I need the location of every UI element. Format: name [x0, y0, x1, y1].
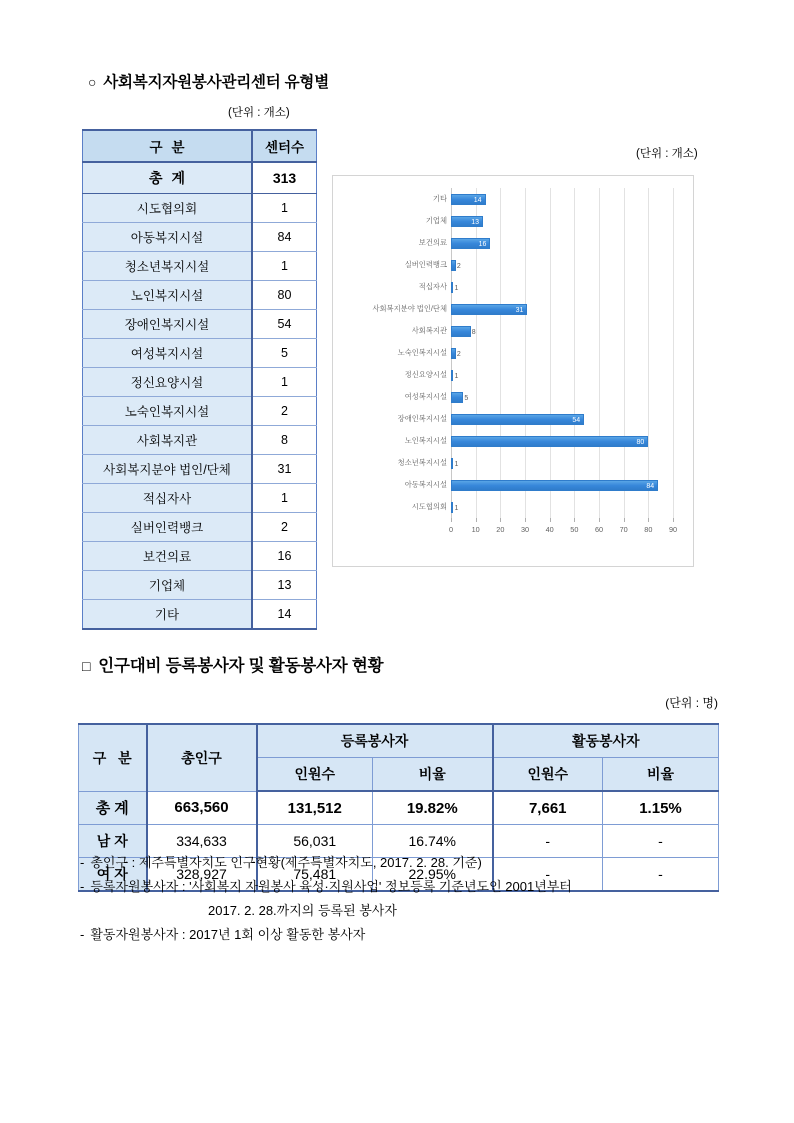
table1-row-value: 2 — [252, 397, 317, 426]
chart-x-tick-label: 60 — [594, 525, 604, 534]
center-type-bar-chart — [332, 175, 694, 567]
chart-category-label: 아동복지시설 — [404, 480, 447, 489]
chart-bar — [451, 326, 476, 337]
chart-x-tick-label: 40 — [545, 525, 554, 534]
table2-active-ratio: - — [603, 858, 719, 892]
table1-row-value: 54 — [252, 310, 317, 339]
table2-row-label: 여자 — [79, 858, 147, 892]
table-row — [83, 455, 317, 484]
chart-tick-mark — [599, 518, 600, 522]
table-row — [79, 791, 719, 825]
header-active-ratio: 비율 — [603, 758, 719, 792]
table1-row-value: 5 — [252, 339, 317, 368]
chart-x-tick-label: 20 — [496, 525, 505, 534]
chart-category-label: 시도협의회 — [411, 502, 447, 511]
table2-registered-count: 56,031 — [257, 825, 373, 858]
chart-category-label: 보건의료 — [418, 238, 447, 247]
chart-bar-value: 14 — [473, 196, 482, 204]
table2-registered-ratio: 16.74% — [373, 825, 493, 858]
table2-active-count: - — [493, 825, 603, 858]
table-row — [83, 513, 317, 542]
table1-header-gubun: 구분 — [83, 130, 253, 162]
chart-gridline — [648, 188, 649, 518]
chart-bar — [451, 238, 490, 249]
header-registered-ratio: 비율 — [373, 758, 493, 792]
table1-row-label: 실버인력뱅크 — [83, 513, 253, 542]
chart-x-tick-label: 80 — [644, 525, 653, 534]
chart-tick-mark — [525, 518, 526, 522]
table1-row-value: 14 — [252, 600, 317, 630]
chart-bar-value: 16 — [478, 240, 487, 248]
table1-row-value: 1 — [252, 194, 317, 223]
chart-gridline — [525, 188, 526, 518]
table1-header-center-count: 센터수 — [252, 130, 317, 162]
chart-bar-value: 5 — [464, 394, 469, 402]
chart-bar — [451, 304, 527, 315]
table-row — [83, 310, 317, 339]
table-row — [83, 281, 317, 310]
chart-gridline — [673, 188, 674, 518]
table1-row-label: 사회복지관 — [83, 426, 253, 455]
table1-row-value: 80 — [252, 281, 317, 310]
section2-bullet-icon: □ — [82, 658, 91, 674]
table1-row-value: 84 — [252, 223, 317, 252]
table1-row-label: 아동복지시설 — [83, 223, 253, 252]
chart-tick-mark — [451, 518, 452, 522]
chart-bar-value: 2 — [456, 350, 461, 358]
table-row — [83, 397, 317, 426]
table1-row-label: 노인복지시설 — [83, 281, 253, 310]
table1-row-value: 13 — [252, 571, 317, 600]
table1-row-value: 1 — [252, 252, 317, 281]
chart-unit-label: (단위 : 개소) — [636, 148, 698, 160]
chart-tick-mark — [550, 518, 551, 522]
table1-total-row — [83, 162, 317, 194]
table1-row-label: 장애인복지시설 — [83, 310, 253, 339]
chart-x-tick-label: 90 — [668, 525, 678, 534]
table2-unit-label: (단위 : 명) — [665, 696, 718, 710]
chart-category-label: 여성복지시설 — [404, 392, 447, 401]
table2-active-ratio: 1.15% — [603, 791, 719, 825]
table2-total-population: 663,560 — [147, 791, 257, 825]
chart-x-tick-label: 30 — [520, 525, 530, 534]
center-type-table-container — [82, 129, 317, 630]
footnote: - 등록자원봉사자 : '사회복지 자원봉사 육성·지원사업' 정보등록 기준년도인 2001년부터 — [80, 879, 572, 894]
header-gubun: 구 분 — [79, 724, 147, 791]
chart-gridline — [599, 188, 600, 518]
chart-category-label: 정신요양시설 — [404, 370, 447, 379]
chart-bar-value: 1 — [454, 460, 459, 468]
chart-gridline — [624, 188, 625, 518]
table2-registered-ratio: 19.82% — [373, 791, 493, 825]
chart-category-label: 노숙인복지시설 — [397, 348, 447, 357]
chart-bar — [451, 480, 658, 491]
table1-row-value: 16 — [252, 542, 317, 571]
chart-bar-value: 1 — [454, 372, 459, 380]
table1-row-label: 청소년복지시설 — [83, 252, 253, 281]
table2-registered-count: 131,512 — [257, 791, 373, 825]
chart-category-label: 청소년복지시설 — [397, 458, 447, 467]
table-row — [83, 571, 317, 600]
chart-category-label: 적십자사 — [418, 282, 447, 291]
chart-bar-value: 13 — [471, 218, 480, 226]
chart-bar — [451, 502, 459, 513]
table2-total-population: 334,633 — [147, 825, 257, 858]
center-type-table — [82, 129, 317, 630]
header-active-count: 인원수 — [493, 758, 603, 792]
section1-bullet-icon: ○ — [88, 74, 97, 90]
chart-bar-value: 80 — [636, 438, 645, 446]
chart-bar — [451, 414, 584, 425]
chart-gridline — [550, 188, 551, 518]
chart-tick-mark — [624, 518, 625, 522]
table1-total-value: 313 — [252, 162, 317, 194]
chart-category-label: 사회복지관 — [411, 326, 447, 335]
table-row — [83, 368, 317, 397]
table1-row-label: 기업체 — [83, 571, 253, 600]
chart-tick-mark — [673, 518, 674, 522]
chart-bar — [451, 392, 469, 403]
chart-bar-value: 84 — [646, 482, 655, 490]
table1-row-value: 1 — [252, 368, 317, 397]
table-row — [79, 825, 719, 858]
table1-row-label: 사회복지분야 법인/단체 — [83, 455, 253, 484]
table1-row-label: 적십자사 — [83, 484, 253, 513]
chart-bar — [451, 282, 459, 293]
header-active-volunteers: 활동봉사자 — [493, 724, 719, 758]
table2-registered-ratio: 22.95% — [373, 858, 493, 892]
table2-active-ratio: - — [603, 825, 719, 858]
chart-x-tick-label: 0 — [448, 525, 454, 534]
chart-tick-mark — [648, 518, 649, 522]
table-row — [83, 484, 317, 513]
table2-active-count: - — [493, 858, 603, 892]
chart-bar — [451, 370, 459, 381]
table2-header-row-top — [79, 724, 719, 758]
table1-row-value: 8 — [252, 426, 317, 455]
chart-category-label: 실버인력뱅크 — [404, 260, 447, 269]
chart-bar-value: 2 — [456, 262, 461, 270]
chart-bar — [451, 348, 461, 359]
table1-row-value: 2 — [252, 513, 317, 542]
table1-row-label: 노숙인복지시설 — [83, 397, 253, 426]
header-registered-volunteers: 등록봉사자 — [257, 724, 493, 758]
chart-category-label: 사회복지분야 법인/단체 — [372, 304, 447, 313]
table-row — [83, 542, 317, 571]
chart-bar — [451, 458, 459, 469]
section2-title-text: 인구대비 등록봉사자 및 활동봉사자 현황 — [98, 657, 384, 675]
chart-plot-area — [451, 188, 673, 518]
table1-row-label: 여성복지시설 — [83, 339, 253, 368]
section1-title — [88, 70, 329, 92]
table2-total-population: 328,927 — [147, 858, 257, 892]
chart-tick-mark — [574, 518, 575, 522]
footnote-continuation: 2017. 2. 28.까지의 등록된 봉사자 — [208, 903, 397, 918]
header-registered-count: 인원수 — [257, 758, 373, 792]
table1-row-value: 31 — [252, 455, 317, 484]
chart-category-label: 기업체 — [425, 216, 447, 225]
chart-category-label: 장애인복지시설 — [397, 414, 447, 423]
table1-header-row — [83, 130, 317, 162]
chart-gridline — [500, 188, 501, 518]
chart-bar — [451, 436, 648, 447]
table1-unit-label: (단위 : 개소) — [228, 107, 290, 119]
table-row — [83, 426, 317, 455]
table-row — [83, 600, 317, 630]
table1-row-value: 1 — [252, 484, 317, 513]
chart-x-tick-label: 50 — [570, 525, 579, 534]
footnotes — [80, 856, 740, 952]
table1-row-label: 보건의료 — [83, 542, 253, 571]
chart-bar-value: 8 — [471, 328, 476, 336]
chart-bar-value: 1 — [454, 284, 459, 292]
table-row — [83, 194, 317, 223]
chart-bar-value: 54 — [572, 416, 581, 424]
chart-tick-mark — [500, 518, 501, 522]
table-row — [83, 252, 317, 281]
chart-bar-value: 1 — [454, 504, 459, 512]
header-total-population: 총인구 — [147, 724, 257, 791]
chart-x-tick-label: 70 — [619, 525, 628, 534]
chart-bar — [451, 260, 461, 271]
table-row — [83, 339, 317, 368]
chart-tick-mark — [476, 518, 477, 522]
table1-total-label: 총계 — [83, 162, 253, 194]
table1-row-label: 시도협의회 — [83, 194, 253, 223]
table1-row-label: 기타 — [83, 600, 253, 630]
section1-title-text: 사회복지자원봉사관리센터 유형별 — [103, 74, 329, 91]
table-row — [83, 223, 317, 252]
chart-x-tick-label: 10 — [471, 525, 480, 534]
chart-category-label: 기타 — [432, 194, 447, 203]
chart-gridline — [574, 188, 575, 518]
chart-bar — [451, 216, 483, 227]
chart-bar-value: 31 — [515, 306, 524, 314]
footnote: - 총인구 : 제주특별자치도 인구현황(제주특별자치도, 2017. 2. 28. 기준) — [80, 855, 482, 870]
section2-title — [82, 652, 383, 676]
table2-row-label: 총계 — [79, 791, 147, 825]
table2-row-label: 남자 — [79, 825, 147, 858]
table2-active-count: 7,661 — [493, 791, 603, 825]
table2-registered-count: 75,481 — [257, 858, 373, 892]
chart-bar — [451, 194, 486, 205]
table1-row-label: 정신요양시설 — [83, 368, 253, 397]
chart-category-label: 노인복지시설 — [404, 436, 447, 445]
footnote: - 활동자원봉사자 : 2017년 1회 이상 활동한 봉사자 — [80, 927, 366, 942]
